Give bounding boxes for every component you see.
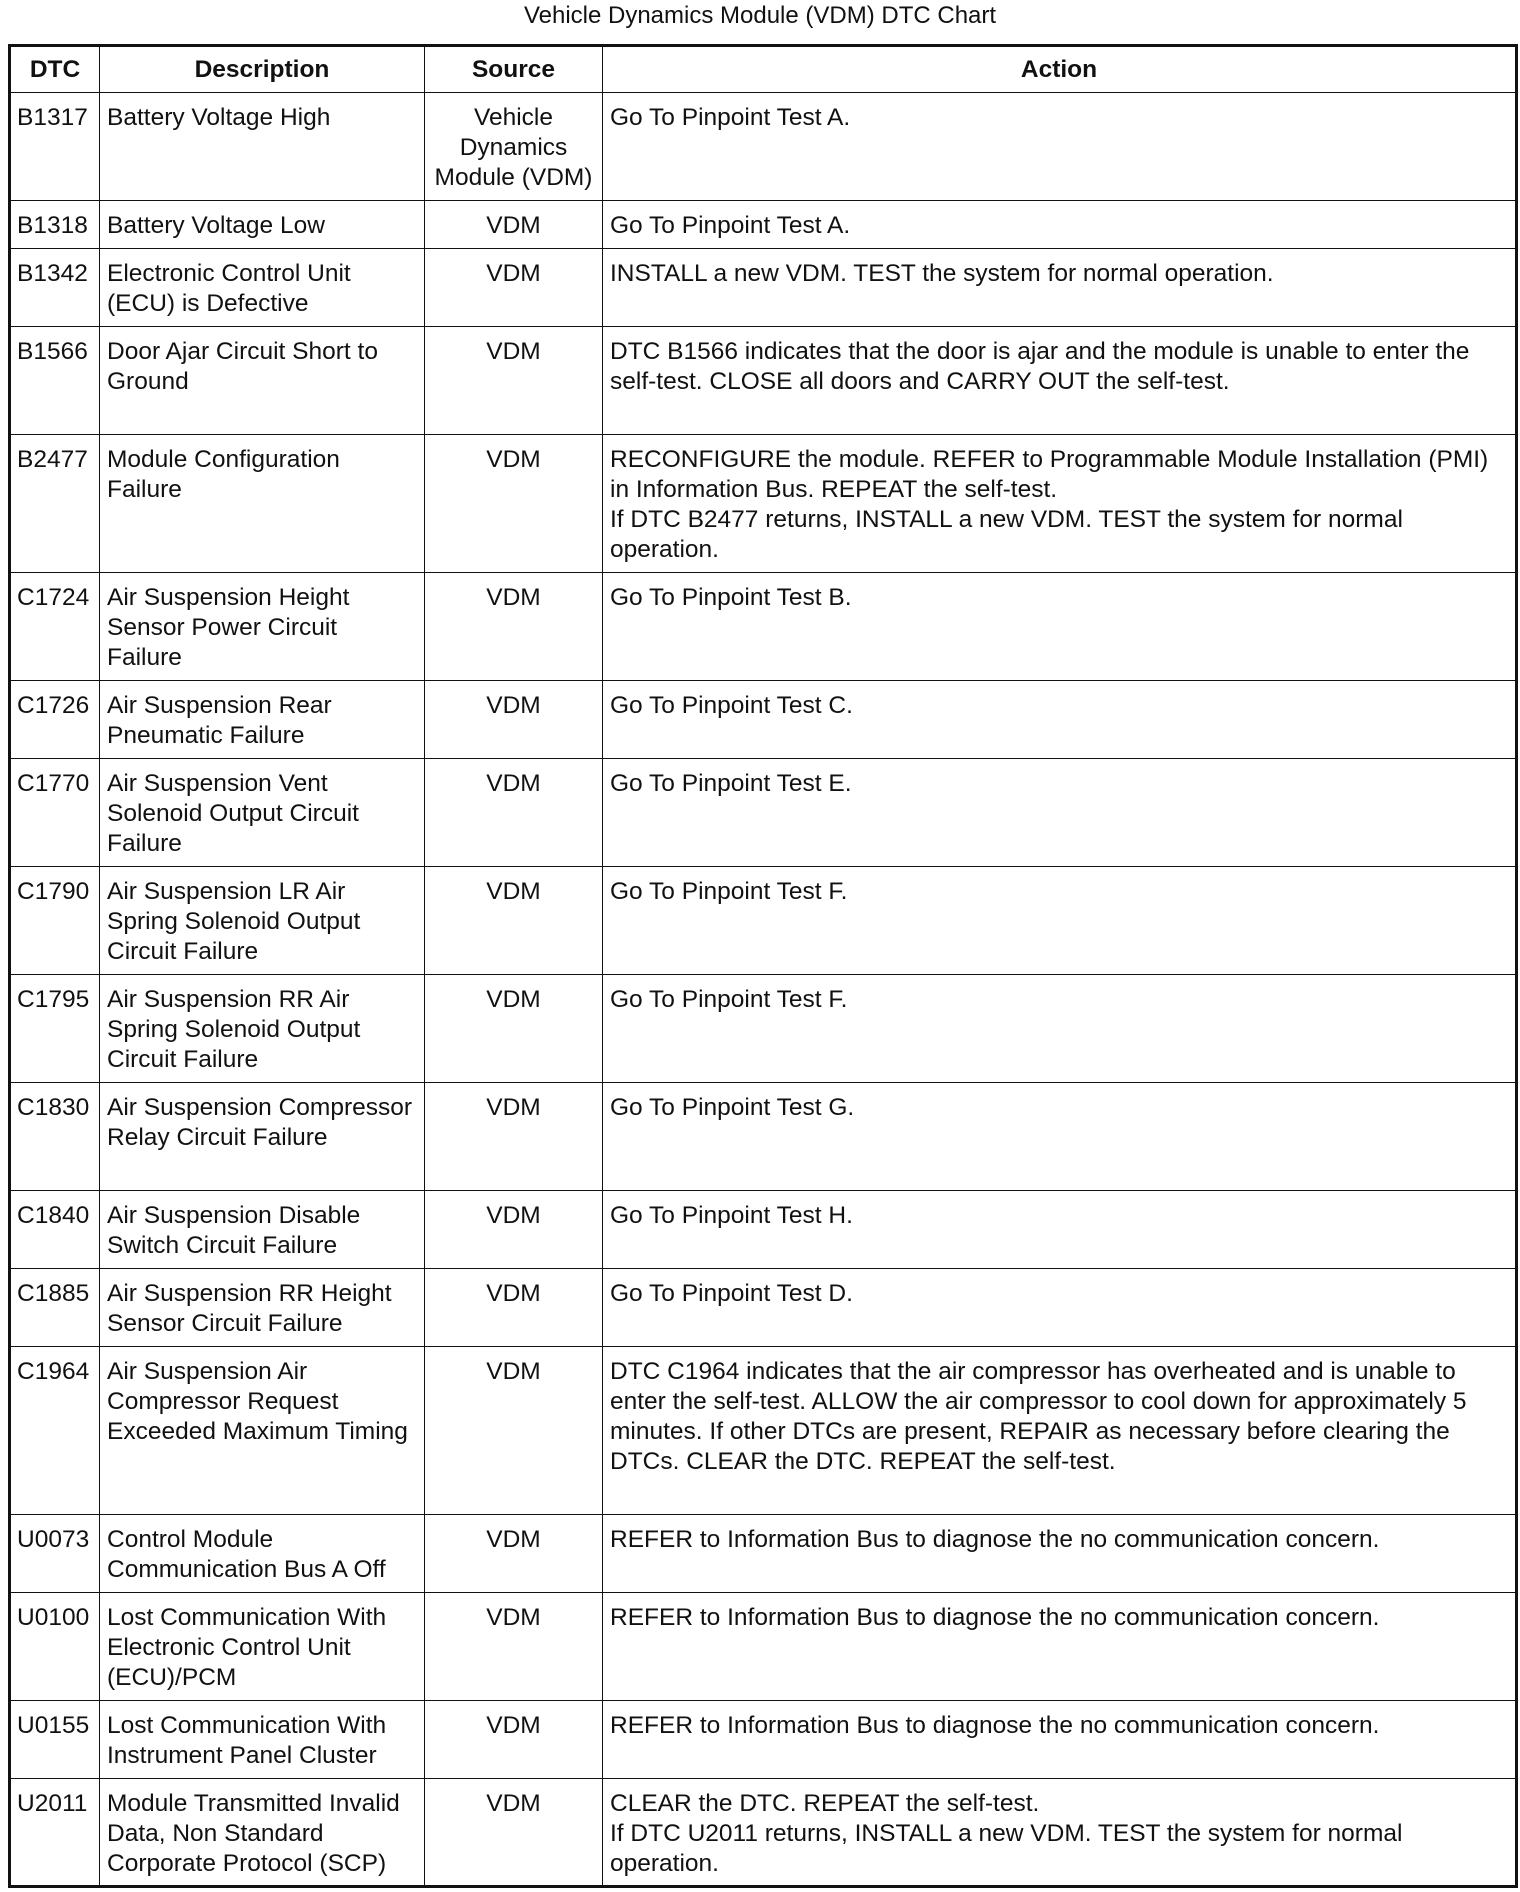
dtc-description: Control Module Communication Bus A Off	[100, 1515, 425, 1593]
dtc-action: Go To Pinpoint Test G.	[603, 1083, 1517, 1191]
chart-title: Vehicle Dynamics Module (VDM) DTC Chart	[523, 2, 997, 29]
dtc-code: U0100	[10, 1593, 100, 1701]
dtc-source: VDM	[425, 681, 603, 759]
dtc-action: REFER to Information Bus to diagnose the no communication concern.	[603, 1701, 1517, 1779]
table-row	[10, 1515, 1517, 1593]
table-row	[10, 1191, 1517, 1269]
dtc-description: Battery Voltage Low	[100, 201, 425, 249]
header-row	[10, 46, 1517, 93]
dtc-description: Air Suspension RR Height Sensor Circuit Failure	[100, 1269, 425, 1347]
table-row	[10, 573, 1517, 681]
dtc-action: Go To Pinpoint Test C.	[603, 681, 1517, 759]
dtc-action: Go To Pinpoint Test H.	[603, 1191, 1517, 1269]
dtc-source: Vehicle Dynamics Module (VDM)	[425, 93, 603, 201]
dtc-action: Go To Pinpoint Test E.	[603, 759, 1517, 867]
dtc-code: C1795	[10, 975, 100, 1083]
dtc-code: B1342	[10, 249, 100, 327]
dtc-code: C1724	[10, 573, 100, 681]
dtc-code: C1840	[10, 1191, 100, 1269]
dtc-code: C1726	[10, 681, 100, 759]
dtc-code: C1770	[10, 759, 100, 867]
table-row	[10, 1701, 1517, 1779]
dtc-source: VDM	[425, 1269, 603, 1347]
dtc-table	[8, 44, 1518, 1888]
dtc-code: B1317	[10, 93, 100, 201]
dtc-code: C1964	[10, 1347, 100, 1515]
dtc-action-line: RECONFIGURE the module. REFER to Programmable Module Installation (PMI) in Information Bus. REPEAT the self-test.	[610, 446, 1489, 503]
dtc-source: VDM	[425, 1701, 603, 1779]
dtc-description: Battery Voltage High	[100, 93, 425, 201]
table-row	[10, 759, 1517, 867]
table-row	[10, 249, 1517, 327]
dtc-source: VDM	[425, 975, 603, 1083]
dtc-source: VDM	[425, 867, 603, 975]
table-row	[10, 1347, 1517, 1515]
dtc-code: B2477	[10, 435, 100, 573]
dtc-code: C1790	[10, 867, 100, 975]
dtc-code: U2011	[10, 1779, 100, 1887]
dtc-code: B1318	[10, 201, 100, 249]
dtc-action: INSTALL a new VDM. TEST the system for normal operation.	[603, 249, 1517, 327]
table-row	[10, 201, 1517, 249]
dtc-source: VDM	[425, 435, 603, 573]
dtc-source: VDM	[425, 1593, 603, 1701]
dtc-action: Go To Pinpoint Test D.	[603, 1269, 1517, 1347]
dtc-action: Go To Pinpoint Test F.	[603, 975, 1517, 1083]
dtc-code: C1830	[10, 1083, 100, 1191]
dtc-description: Air Suspension Rear Pneumatic Failure	[100, 681, 425, 759]
dtc-source: VDM	[425, 249, 603, 327]
dtc-action	[603, 1779, 1517, 1887]
dtc-source: VDM	[425, 1191, 603, 1269]
table-row	[10, 1269, 1517, 1347]
header-dtc: DTC	[10, 46, 100, 93]
dtc-code: U0073	[10, 1515, 100, 1593]
table-row	[10, 327, 1517, 435]
dtc-code: B1566	[10, 327, 100, 435]
table-row	[10, 975, 1517, 1083]
dtc-action: DTC C1964 indicates that the air compressor has overheated and is unable to enter the self-test. ALLOW the air compressor to cool down for approximately 5 minutes. If other DTCs are present, REPAIR as necessary before clearing the DTCs. CLEAR the DTC. REPEAT the self-test.	[603, 1347, 1517, 1515]
dtc-source: VDM	[425, 1779, 603, 1887]
header-action: Action	[603, 46, 1517, 93]
dtc-description: Module Configuration Failure	[100, 435, 425, 573]
dtc-description: Electronic Control Unit (ECU) is Defective	[100, 249, 425, 327]
dtc-description: Air Suspension Height Sensor Power Circuit Failure	[100, 573, 425, 681]
dtc-description: Air Suspension Vent Solenoid Output Circuit Failure	[100, 759, 425, 867]
dtc-source: VDM	[425, 573, 603, 681]
dtc-description: Module Transmitted Invalid Data, Non Standard Corporate Protocol (SCP)	[100, 1779, 425, 1887]
dtc-action: Go To Pinpoint Test A.	[603, 201, 1517, 249]
dtc-action: REFER to Information Bus to diagnose the no communication concern.	[603, 1515, 1517, 1593]
dtc-source: VDM	[425, 759, 603, 867]
table-row	[10, 867, 1517, 975]
dtc-description: Air Suspension Disable Switch Circuit Failure	[100, 1191, 425, 1269]
dtc-source: VDM	[425, 1515, 603, 1593]
dtc-description: Lost Communication With Instrument Panel Cluster	[100, 1701, 425, 1779]
dtc-action-line: If DTC B2477 returns, INSTALL a new VDM. TEST the system for normal operation.	[610, 506, 1403, 563]
table-row	[10, 1779, 1517, 1887]
dtc-code: C1885	[10, 1269, 100, 1347]
dtc-description: Door Ajar Circuit Short to Ground	[100, 327, 425, 435]
dtc-action: Go To Pinpoint Test B.	[603, 573, 1517, 681]
dtc-action: Go To Pinpoint Test F.	[603, 867, 1517, 975]
table-row	[10, 1593, 1517, 1701]
dtc-action-line: CLEAR the DTC. REPEAT the self-test.	[610, 1790, 1040, 1817]
table-row	[10, 93, 1517, 201]
table-row	[10, 435, 1517, 573]
dtc-action: DTC B1566 indicates that the door is ajar and the module is unable to enter the self-test. CLOSE all doors and CARRY OUT the self-test.	[603, 327, 1517, 435]
dtc-action: Go To Pinpoint Test A.	[603, 93, 1517, 201]
dtc-source: VDM	[425, 327, 603, 435]
dtc-action: REFER to Information Bus to diagnose the no communication concern.	[603, 1593, 1517, 1701]
table-row	[10, 681, 1517, 759]
header-description: Description	[100, 46, 425, 93]
header-source: Source	[425, 46, 603, 93]
dtc-code: U0155	[10, 1701, 100, 1779]
dtc-action-line: If DTC U2011 returns, INSTALL a new VDM. TEST the system for normal operation.	[610, 1820, 1403, 1877]
table-row	[10, 1083, 1517, 1191]
dtc-action	[603, 435, 1517, 573]
dtc-description: Air Suspension Air Compressor Request Exceeded Maximum Timing	[100, 1347, 425, 1515]
dtc-description: Air Suspension RR Air Spring Solenoid Output Circuit Failure	[100, 975, 425, 1083]
dtc-description: Lost Communication With Electronic Control Unit (ECU)/PCM	[100, 1593, 425, 1701]
dtc-source: VDM	[425, 201, 603, 249]
dtc-source: VDM	[425, 1083, 603, 1191]
dtc-description: Air Suspension LR Air Spring Solenoid Output Circuit Failure	[100, 867, 425, 975]
dtc-source: VDM	[425, 1347, 603, 1515]
dtc-description: Air Suspension Compressor Relay Circuit Failure	[100, 1083, 425, 1191]
